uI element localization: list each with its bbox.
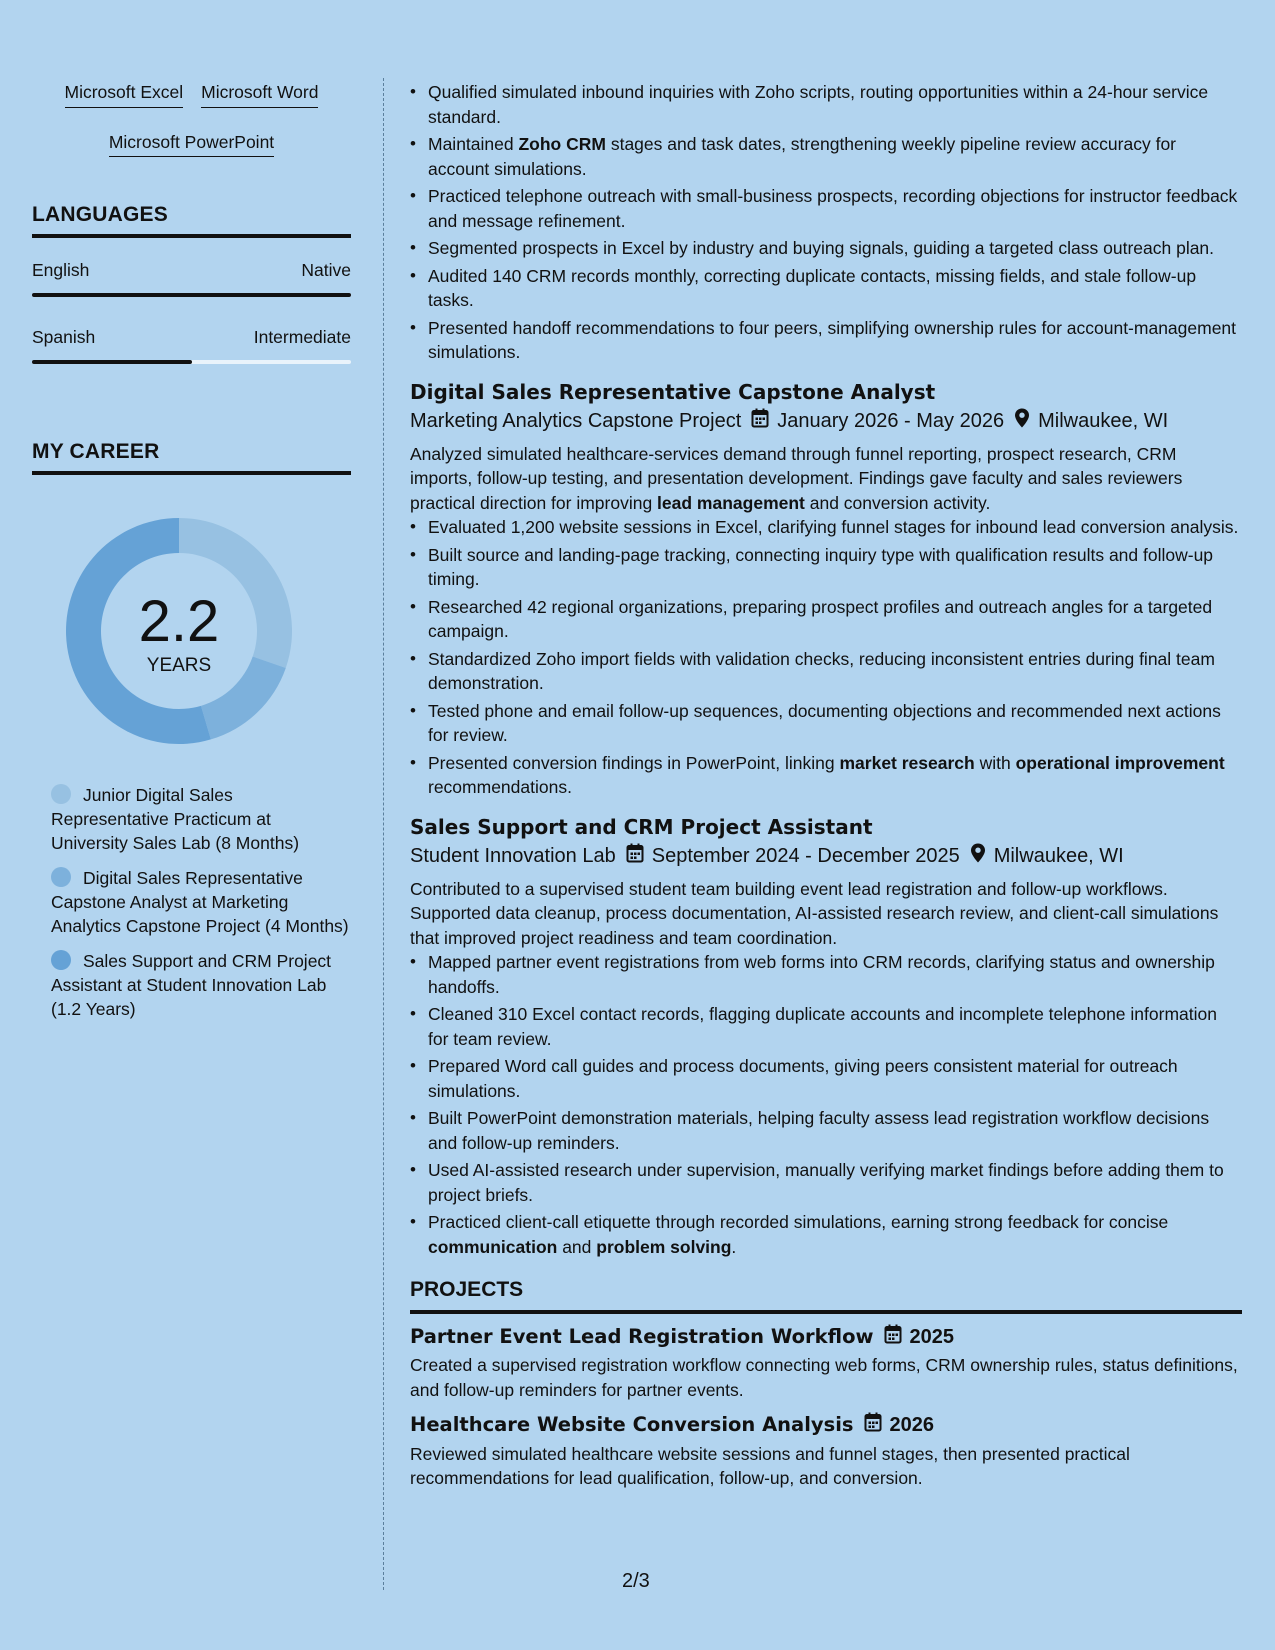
language-item: [32, 260, 351, 297]
career-total-years: 2.2: [138, 589, 220, 654]
project-year: 2026: [889, 1414, 934, 1436]
page-number: 2/3: [622, 1570, 650, 1592]
skill-tag: Microsoft Excel: [65, 84, 184, 108]
bullet-item: • Used AI-assisted research under supervision, manually verifying market findings before adding them to project briefs.: [428, 1158, 1242, 1207]
skill-tag: Microsoft Word: [201, 84, 318, 108]
job-location: Milwaukee, WI: [1038, 410, 1169, 432]
language-bar-fill: [32, 360, 192, 364]
bullet-item: • Tested phone and email follow-up sequences, documenting objections and recommended next actions for review.: [428, 699, 1242, 748]
map-pin-icon: [1014, 408, 1030, 435]
calendar-icon: [864, 1412, 882, 1439]
bullet-item: • Researched 42 regional organizations, preparing prospect profiles and outreach angles for a targeted campaign.: [428, 595, 1242, 644]
languages-heading: LANGUAGES: [32, 203, 351, 238]
career-legend-label: Junior Digital Sales Representative Practicum at University Sales Lab (8 Months): [51, 785, 300, 853]
projects-heading: PROJECTS: [410, 1278, 1242, 1314]
project-description: Created a supervised registration workflow connecting web forms, CRM ownership rules, status definitions, and follow-up reminders for partner events.: [410, 1355, 1238, 1400]
project-year: 2025: [909, 1325, 955, 1348]
job-description: Contributed to a supervised student team building event lead registration and follow-up workflows. Supported data cleanup, process documentation, AI-assisted research review, and client-call simulations that improved project readiness and team coordination.: [410, 878, 1219, 948]
career-heading: MY CAREER: [32, 440, 351, 475]
column-divider: [383, 78, 384, 1590]
job-entry: [410, 379, 1242, 800]
bullet-item: • Audited 140 CRM records monthly, correcting duplicate contacts, missing fields, and stale follow-up tasks.: [428, 264, 1242, 313]
bullet-item: • Evaluated 1,200 website sessions in Excel, clarifying funnel stages for inbound lead conversion analysis.: [428, 515, 1242, 540]
career-legend-item: [51, 866, 351, 938]
job-title: Sales Support and CRM Project Assistant: [410, 814, 873, 839]
bullet-item: • Mapped partner event registrations from web forms into CRM records, clarifying status and ownership handoffs.: [428, 950, 1242, 999]
job-meta: [410, 408, 1242, 435]
left-column: [32, 84, 351, 1032]
legend-dot: [51, 950, 71, 970]
experience-bullets: [410, 80, 1242, 365]
bullet-item: • Presented handoff recommendations to four peers, simplifying ownership rules for account-management simulations.: [428, 316, 1242, 365]
bullet-item: • Segmented prospects in Excel by industry and buying signals, guiding a targeted class outreach plan.: [428, 236, 1242, 261]
bullet-item: • Prepared Word call guides and process documents, giving peers consistent material for outreach simulations.: [428, 1054, 1242, 1103]
career-total-unit: YEARS: [146, 655, 212, 676]
bullet-item: • Practiced client-call etiquette through recorded simulations, earning strong feedback for concise communication and problem solving.: [428, 1210, 1242, 1259]
bullet-item: • Practiced telephone outreach with small-business prospects, recording objections for instructor feedback and message refinement.: [428, 184, 1242, 233]
job-organization: Marketing Analytics Capstone Project: [410, 410, 742, 432]
job-dates: September 2024 - December 2025: [651, 845, 960, 867]
bullet-item: • Cleaned 310 Excel contact records, flagging duplicate accounts and incomplete telephone information for team review.: [428, 1002, 1242, 1051]
calendar-icon: [884, 1324, 902, 1351]
project-description: Reviewed simulated healthcare website sessions and funnel stages, then presented practical recommendations for lead qualification, follow-up, and conversion.: [410, 1443, 1130, 1488]
bullet-item: • Built PowerPoint demonstration materials, helping faculty assess lead registration workflow decisions and follow-up reminders.: [428, 1106, 1242, 1155]
career-legend-item: [51, 783, 351, 855]
language-level: Native: [301, 260, 351, 280]
career-legend-label: Sales Support and CRM Project Assistant at Student Innovation Lab (1.2 Years): [51, 951, 332, 1019]
language-bar: [32, 360, 351, 364]
language-name: Spanish: [32, 327, 96, 347]
job-bullets: [410, 515, 1242, 800]
bullet-item: • Built source and landing-page tracking, connecting inquiry type with qualification results and follow-up timing.: [428, 543, 1242, 592]
job-entry: [410, 814, 1242, 1260]
calendar-icon: [626, 843, 644, 870]
job-organization: Student Innovation Lab: [410, 845, 616, 867]
legend-dot: [51, 867, 71, 887]
map-pin-icon: [970, 843, 986, 870]
bullet-item: • Maintained Zoho CRM stages and task dates, strengthening weekly pipeline review accuracy for account simulations.: [428, 132, 1242, 181]
project-title: Partner Event Lead Registration Workflow: [410, 1324, 874, 1348]
job-bullets: [410, 950, 1242, 1259]
career-legend: [51, 783, 351, 1021]
language-item: [32, 327, 351, 364]
project-entry: [410, 1324, 1242, 1403]
right-column: [410, 80, 1242, 1491]
career-donut-chart: [65, 517, 293, 745]
language-bar: [32, 293, 351, 297]
skills-list: [32, 84, 351, 157]
job-dates: January 2026 - May 2026: [777, 410, 1005, 432]
career-legend-label: Digital Sales Representative Capstone Analyst at Marketing Analytics Capstone Project (4 Months): [51, 868, 349, 936]
job-location: Milwaukee, WI: [993, 845, 1124, 867]
job-title: Digital Sales Representative Capstone Analyst: [410, 379, 936, 404]
project-title: Healthcare Website Conversion Analysis: [410, 1413, 854, 1437]
language-bar-fill: [32, 293, 351, 297]
language-name: English: [32, 260, 90, 280]
bullet-item: • Presented conversion findings in PowerPoint, linking market research with operational improvement recommendations.: [428, 751, 1242, 800]
calendar-icon: [751, 408, 769, 435]
bullet-item: • Qualified simulated inbound inquiries with Zoho scripts, routing opportunities within a 24-hour service standard.: [428, 80, 1242, 129]
legend-dot: [51, 784, 71, 804]
language-level: Intermediate: [253, 327, 351, 347]
skill-tag: Microsoft PowerPoint: [109, 134, 274, 158]
career-legend-item: [51, 949, 351, 1021]
bullet-item: • Standardized Zoho import fields with validation checks, reducing inconsistent entries during final team demonstration.: [428, 647, 1242, 696]
project-entry: [410, 1412, 1242, 1491]
job-meta: [410, 843, 1242, 870]
job-description: Analyzed simulated healthcare-services demand through funnel reporting, prospect research, CRM imports, follow-up testing, and presentation development. Findings gave faculty and sales reviewers practical direction for improving lead management and conversion activity.: [410, 443, 1183, 513]
